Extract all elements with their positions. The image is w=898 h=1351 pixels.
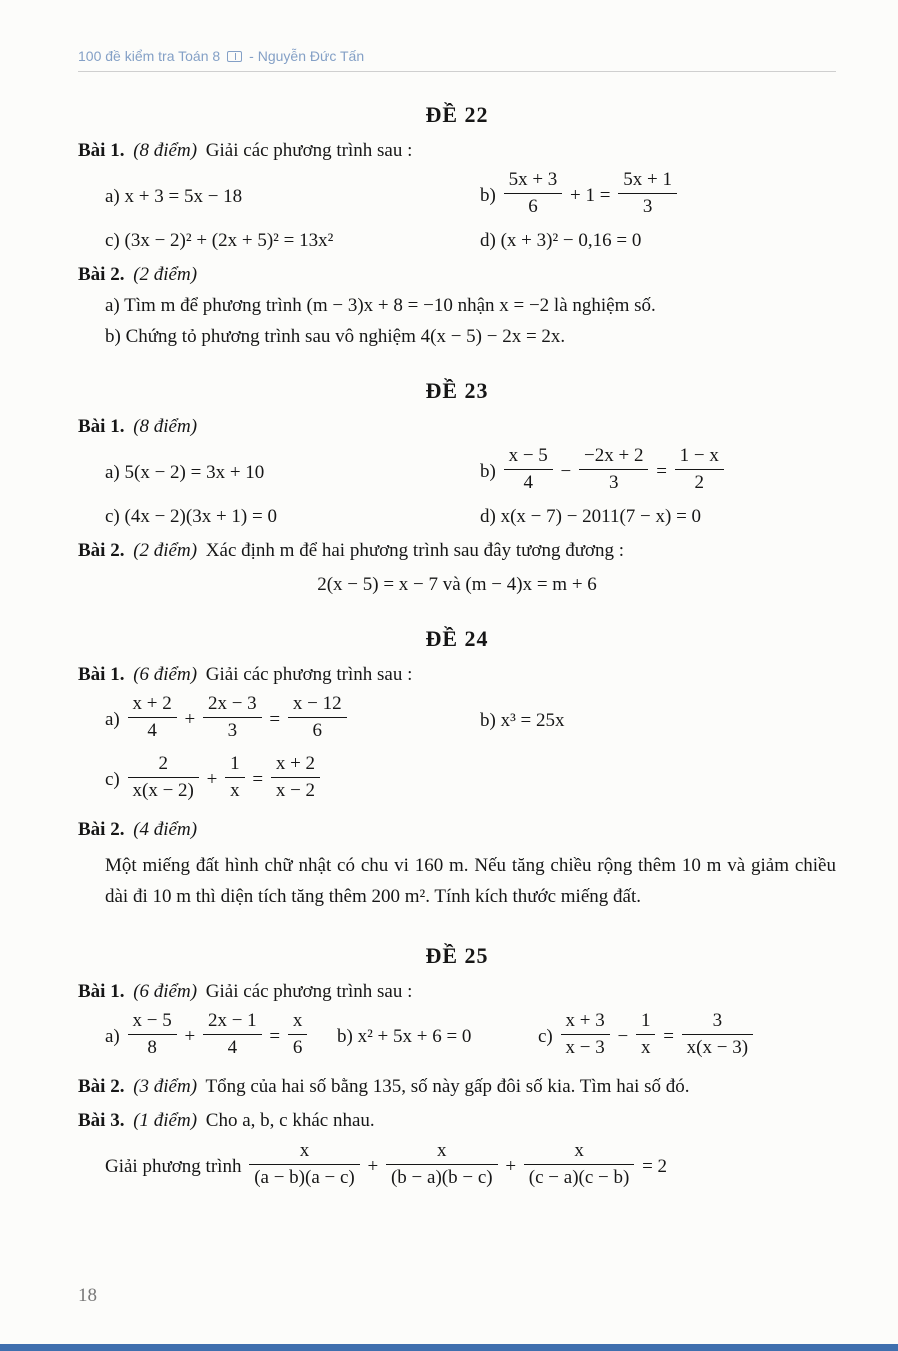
de23-equation-a: a) 5(x − 2) = 3x + 10	[105, 461, 265, 483]
de22-bai2-line-b: b) Chứng tỏ phương trình sau vô nghiệm 4(x − 5) − 2x = 2x.	[105, 326, 566, 347]
de24-equation-b: b) x³ = 25x	[480, 709, 565, 731]
de25-equation-b: b) x² + 5x + 6 = 0	[337, 1026, 472, 1048]
de24-equation-a: a) $\frac{x + 2}{4}$ + $\frac{2x - 3}{3}$ = $\frac{x - 12}{6}$	[105, 694, 480, 747]
problem-points: (6 điểm)	[133, 664, 198, 685]
problem-points: (4 điểm)	[133, 819, 198, 840]
de22-bai1-row-ab	[78, 170, 836, 223]
de22-bai2-heading	[78, 264, 836, 286]
de24-bai1-heading	[78, 664, 836, 686]
de23-bai1-row-ab	[78, 446, 836, 499]
problem-label: Bài 2.	[78, 540, 125, 561]
de22-bai1-heading	[78, 140, 836, 162]
de23-equation-c: c) (4x − 2)(3x + 1) = 0	[105, 506, 277, 527]
problem-points: (1 điểm)	[133, 1109, 198, 1131]
page-number: 18	[78, 1285, 97, 1306]
problem-text: Cho a, b, c khác nhau.	[205, 1109, 375, 1131]
de25-final-equation: Giải phương trình $\frac{x}{(a - b)(a - c)}$ + $\frac{x}{(b - a)(b - c)}$ + $\frac{x}{(c - a)(c - b)}$ = 2	[105, 1139, 668, 1188]
de24-bai1-row-c	[78, 754, 836, 807]
de22-bai1-row-cd	[78, 230, 836, 252]
problem-text: Giải các phương trình sau :	[205, 140, 413, 161]
problem-points: (2 điểm)	[133, 264, 198, 285]
problem-label: Bài 1.	[78, 140, 125, 161]
de23-bai2-heading	[78, 540, 836, 562]
problem-text: Tổng của hai số bằng 135, số này gấp đôi số kia. Tìm hai số đó.	[205, 1075, 690, 1097]
problem-text: Xác định m để hai phương trình sau đây tương đương :	[205, 540, 625, 561]
de24-equation-c: c) $\frac{2}{x(x - 2)}$ + $\frac{1}{x}$ = $\frac{x + 2}{x - 2}$	[105, 754, 480, 807]
de23-bai1-row-cd	[78, 506, 836, 528]
de22-equation-d: d) (x + 3)² − 0,16 = 0	[480, 230, 642, 251]
problem-points: (3 điểm)	[133, 1075, 198, 1097]
section-title-de22: ĐỀ 22	[425, 102, 489, 127]
problem-text: Giải các phương trình sau :	[205, 664, 413, 685]
de25-bai2-heading	[78, 1076, 836, 1098]
problem-points: (8 điểm)	[133, 140, 198, 161]
problem-label: Bài 2.	[78, 819, 125, 840]
problem-label: Bài 2.	[78, 264, 125, 285]
problem-label: Bài 1.	[78, 416, 125, 437]
de23-bai1-heading	[78, 416, 836, 438]
de25-bai1-heading	[78, 981, 836, 1003]
problem-label: Bài 2.	[78, 1075, 125, 1097]
bottom-edge-bar	[0, 1344, 898, 1351]
running-header-title: 100 đề kiểm tra Toán 8	[78, 48, 221, 64]
problem-points: (8 điểm)	[133, 416, 198, 437]
running-header	[78, 48, 836, 72]
de24-bai2-heading	[78, 819, 836, 841]
de25-equation-a: a) $\frac{x - 5}{8}$ + $\frac{2x - 1}{4}$ = $\frac{x}{6}$	[105, 1011, 337, 1064]
problem-label: Bài 1.	[78, 980, 125, 1002]
problem-label: Bài 3.	[78, 1109, 125, 1131]
section-title-de25: ĐỀ 25	[425, 942, 489, 968]
problem-points: (2 điểm)	[133, 540, 198, 561]
de25-bai1-row-abc	[78, 1011, 836, 1064]
de22-equation-c: c) (3x − 2)² + (2x + 5)² = 13x²	[105, 230, 334, 251]
de24-bai1-row-ab	[78, 694, 836, 747]
de22-equation-a: a) x + 3 = 5x − 18	[105, 185, 243, 207]
de25-equation-c: c) $\frac{x + 3}{x - 3}$ − $\frac{1}{x}$ = $\frac{3}{x(x - 3)}$	[538, 1011, 836, 1064]
de24-bai2-paragraph: Một miếng đất hình chữ nhật có chu vi 160 m. Nếu tăng chiều rộng thêm 10 m và giảm chiều dài đi 10 m thì diện tích tăng thêm 200 m². Tính kích thước miếng đất.	[105, 855, 836, 908]
book-icon	[227, 51, 242, 62]
running-header-author: - Nguyễn Đức Tấn	[249, 48, 365, 64]
de25-bai3-heading	[78, 1110, 836, 1132]
de23-equation-b: b) $\frac{x - 5}{4}$ − $\frac{-2x + 2}{3}$ = $\frac{1 - x}{2}$	[480, 446, 836, 499]
de23-equation-d: d) x(x − 7) − 2011(7 − x) = 0	[480, 506, 702, 527]
problem-points: (6 điểm)	[133, 980, 198, 1002]
de23-center-equation: 2(x − 5) = x − 7 và (m − 4)x = m + 6	[317, 574, 597, 595]
section-title-de24: ĐỀ 24	[425, 626, 489, 651]
problem-label: Bài 1.	[78, 664, 125, 685]
section-title-de23: ĐỀ 23	[425, 378, 489, 403]
de22-equation-b: b) $\frac{5x + 3}{6}$ + 1 = $\frac{5x + 1}{3}$	[480, 170, 836, 223]
problem-text: Giải các phương trình sau :	[205, 980, 413, 1002]
de22-bai2-line-a: a) Tìm m để phương trình (m − 3)x + 8 = −10 nhận x = −2 là nghiệm số.	[105, 295, 656, 316]
